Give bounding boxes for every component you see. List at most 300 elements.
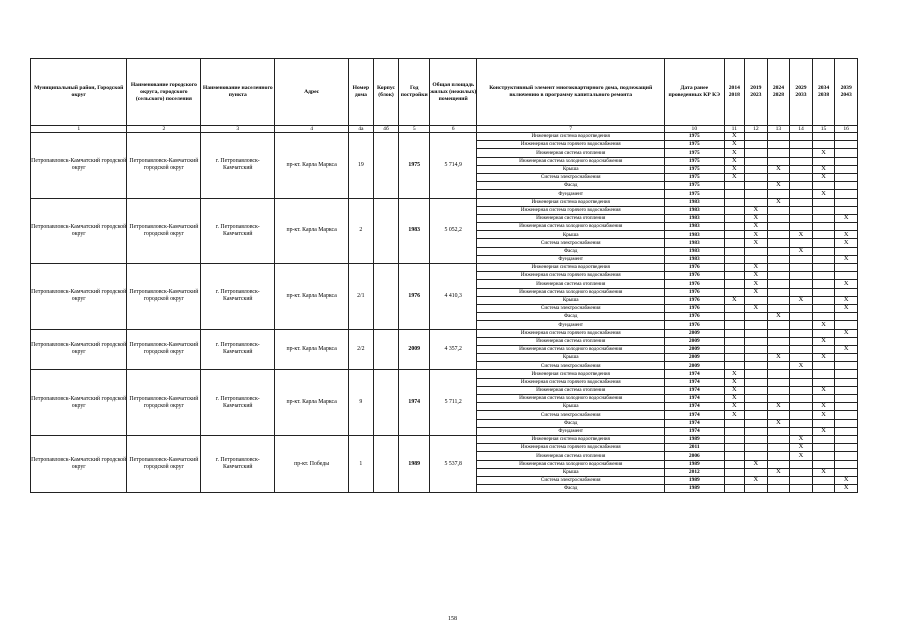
- element-cell: Инженерная система водоотведения: [477, 435, 665, 443]
- period-mark-cell: [835, 427, 858, 435]
- prev-repair-date-cell: 1974: [665, 419, 725, 427]
- period-mark-cell: X: [767, 403, 790, 411]
- period-mark-cell: [745, 165, 768, 173]
- period-mark-cell: X: [724, 411, 745, 419]
- col-number: 1: [31, 126, 127, 133]
- period-mark-cell: [835, 460, 858, 468]
- period-mark-cell: [724, 198, 745, 206]
- period-mark-cell: X: [745, 223, 768, 231]
- header-period-2024: 2024 2028: [767, 59, 790, 126]
- period-mark-cell: [745, 411, 768, 419]
- period-mark-cell: [767, 460, 790, 468]
- table-body: [31, 133, 858, 493]
- period-mark-cell: [790, 190, 813, 198]
- period-mark-cell: [790, 165, 813, 173]
- settlement-cell: Петропавловск-Камчатский городской округ: [127, 198, 201, 264]
- period-mark-cell: [812, 395, 835, 403]
- period-mark-cell: X: [812, 411, 835, 419]
- prev-repair-date-cell: 1983: [665, 255, 725, 263]
- prev-repair-date-cell: 1989: [665, 435, 725, 443]
- element-cell: Крыша: [477, 296, 665, 304]
- prev-repair-date-cell: 1974: [665, 403, 725, 411]
- prev-repair-date-cell: 1983: [665, 198, 725, 206]
- period-mark-cell: [745, 427, 768, 435]
- area-cell: 5 711,2: [430, 370, 477, 436]
- element-cell: Инженерная система отопления: [477, 337, 665, 345]
- period-mark-cell: [835, 206, 858, 214]
- col-number: 3: [201, 126, 275, 133]
- prev-repair-date-cell: 1976: [665, 304, 725, 312]
- col-number: 16: [835, 126, 858, 133]
- element-cell: Инженерная система холодного водоснабжения: [477, 345, 665, 353]
- period-mark-cell: [745, 403, 768, 411]
- period-mark-cell: [767, 452, 790, 460]
- period-mark-cell: [812, 247, 835, 255]
- house-number-cell: 9: [349, 370, 374, 436]
- prev-repair-date-cell: 1989: [665, 460, 725, 468]
- period-mark-cell: X: [745, 288, 768, 296]
- period-mark-cell: X: [835, 329, 858, 337]
- area-cell: 5 537,8: [430, 435, 477, 492]
- period-mark-cell: [767, 149, 790, 157]
- header-row: [31, 59, 858, 126]
- period-mark-cell: X: [812, 427, 835, 435]
- period-mark-cell: [790, 395, 813, 403]
- period-mark-cell: [812, 182, 835, 190]
- period-mark-cell: [835, 264, 858, 272]
- prev-repair-date-cell: 1976: [665, 280, 725, 288]
- header-address: Адрес: [275, 59, 349, 126]
- period-mark-cell: [767, 362, 790, 370]
- period-mark-cell: [835, 362, 858, 370]
- period-mark-cell: X: [790, 362, 813, 370]
- period-mark-cell: [745, 337, 768, 345]
- element-cell: Система электроснабжения: [477, 173, 665, 181]
- address-cell: пр-кт. Карла Маркса: [275, 370, 349, 436]
- period-mark-cell: X: [767, 354, 790, 362]
- period-mark-cell: [767, 395, 790, 403]
- period-mark-cell: [835, 165, 858, 173]
- period-mark-cell: [812, 452, 835, 460]
- prev-repair-date-cell: 1983: [665, 223, 725, 231]
- element-cell: Фасад: [477, 419, 665, 427]
- element-cell: Фундамент: [477, 427, 665, 435]
- period-mark-cell: [767, 206, 790, 214]
- period-mark-cell: [745, 296, 768, 304]
- period-mark-cell: [767, 133, 790, 141]
- district-cell: Петропавловск-Камчатский городской округ: [31, 329, 127, 370]
- district-cell: Петропавловск-Камчатский городской округ: [31, 198, 127, 264]
- locality-cell: г. Петропавловск-Камчатский: [201, 329, 275, 370]
- period-mark-cell: [745, 198, 768, 206]
- period-mark-cell: [745, 370, 768, 378]
- locality-cell: г. Петропавловск-Камчатский: [201, 264, 275, 330]
- period-mark-cell: [790, 173, 813, 181]
- settlement-cell: Петропавловск-Камчатский городской округ: [127, 133, 201, 199]
- period-mark-cell: X: [724, 165, 745, 173]
- period-mark-cell: X: [835, 476, 858, 484]
- period-mark-cell: X: [745, 214, 768, 222]
- period-mark-cell: [724, 223, 745, 231]
- period-mark-cell: [790, 264, 813, 272]
- element-cell: Инженерная система холодного водоснабжения: [477, 288, 665, 296]
- period-mark-cell: X: [835, 231, 858, 239]
- period-mark-cell: X: [812, 354, 835, 362]
- period-mark-cell: [724, 354, 745, 362]
- prev-repair-date-cell: 2009: [665, 354, 725, 362]
- prev-repair-date-cell: 1975: [665, 141, 725, 149]
- period-mark-cell: [812, 485, 835, 493]
- period-mark-cell: X: [724, 157, 745, 165]
- period-mark-cell: [790, 485, 813, 493]
- period-mark-cell: [724, 231, 745, 239]
- element-cell: Инженерная система холодного водоснабжения: [477, 460, 665, 468]
- period-mark-cell: [812, 419, 835, 427]
- prev-repair-date-cell: 1975: [665, 173, 725, 181]
- element-cell: Инженерная система горячего водоснабжения: [477, 272, 665, 280]
- period-mark-cell: [767, 296, 790, 304]
- area-cell: 5 714,9: [430, 133, 477, 199]
- period-mark-cell: [790, 272, 813, 280]
- period-mark-cell: [790, 141, 813, 149]
- period-mark-cell: [745, 329, 768, 337]
- period-mark-cell: [790, 329, 813, 337]
- district-cell: Петропавловск-Камчатский городской округ: [31, 133, 127, 199]
- period-mark-cell: [745, 386, 768, 394]
- period-mark-cell: [724, 288, 745, 296]
- period-mark-cell: X: [724, 133, 745, 141]
- period-mark-cell: X: [767, 198, 790, 206]
- prev-repair-date-cell: 1974: [665, 395, 725, 403]
- period-mark-cell: [745, 190, 768, 198]
- house-number-cell: 2/1: [349, 264, 374, 330]
- period-mark-cell: [812, 444, 835, 452]
- year-built-cell: 1976: [399, 264, 430, 330]
- period-mark-cell: [767, 264, 790, 272]
- prev-repair-date-cell: 2009: [665, 362, 725, 370]
- prev-repair-date-cell: 2009: [665, 337, 725, 345]
- period-mark-cell: [812, 362, 835, 370]
- period-mark-cell: [790, 321, 813, 329]
- period-mark-cell: [812, 141, 835, 149]
- period-mark-cell: X: [745, 239, 768, 247]
- period-mark-cell: X: [812, 468, 835, 476]
- period-mark-cell: [767, 190, 790, 198]
- period-mark-cell: [745, 395, 768, 403]
- period-mark-cell: [767, 444, 790, 452]
- prev-repair-date-cell: 1975: [665, 157, 725, 165]
- period-mark-cell: [767, 337, 790, 345]
- period-mark-cell: [767, 239, 790, 247]
- period-mark-cell: [790, 239, 813, 247]
- prev-repair-date-cell: 1983: [665, 231, 725, 239]
- period-mark-cell: [812, 296, 835, 304]
- period-mark-cell: [790, 337, 813, 345]
- prev-repair-date-cell: 1975: [665, 190, 725, 198]
- register-sheet: [30, 58, 858, 493]
- period-mark-cell: [724, 321, 745, 329]
- period-mark-cell: X: [835, 296, 858, 304]
- period-mark-cell: [812, 239, 835, 247]
- prev-repair-date-cell: 2009: [665, 345, 725, 353]
- header-period-2039: 2039 2043: [835, 59, 858, 126]
- period-mark-cell: X: [724, 173, 745, 181]
- period-mark-cell: [812, 288, 835, 296]
- header-locality: Наименование населенного пункта: [201, 59, 275, 126]
- col-number: 10: [665, 126, 725, 133]
- element-cell: Инженерная система холодного водоснабжения: [477, 395, 665, 403]
- period-mark-cell: [790, 255, 813, 263]
- period-mark-cell: X: [724, 149, 745, 157]
- period-mark-cell: [835, 313, 858, 321]
- period-mark-cell: [835, 444, 858, 452]
- period-mark-cell: X: [724, 378, 745, 386]
- period-mark-cell: X: [745, 304, 768, 312]
- prev-repair-date-cell: 1976: [665, 321, 725, 329]
- period-mark-cell: [767, 280, 790, 288]
- element-cell: Система электроснабжения: [477, 239, 665, 247]
- element-cell: Крыша: [477, 165, 665, 173]
- period-mark-cell: [745, 435, 768, 443]
- period-mark-cell: [767, 321, 790, 329]
- period-mark-cell: X: [790, 452, 813, 460]
- period-mark-cell: [812, 476, 835, 484]
- period-mark-cell: [790, 280, 813, 288]
- period-mark-cell: [724, 419, 745, 427]
- element-cell: Фасад: [477, 485, 665, 493]
- block-cell: [373, 329, 399, 370]
- period-mark-cell: X: [790, 247, 813, 255]
- period-mark-cell: [724, 329, 745, 337]
- period-mark-cell: [767, 272, 790, 280]
- year-built-cell: 1975: [399, 133, 430, 199]
- period-mark-cell: X: [745, 272, 768, 280]
- district-cell: Петропавловск-Камчатский городской округ: [31, 435, 127, 492]
- block-cell: [373, 198, 399, 264]
- col-number: 4б: [373, 126, 399, 133]
- period-mark-cell: [767, 345, 790, 353]
- prev-repair-date-cell: 2012: [665, 468, 725, 476]
- element-cell: Инженерная система отопления: [477, 149, 665, 157]
- period-mark-cell: [767, 370, 790, 378]
- period-mark-cell: [790, 223, 813, 231]
- period-mark-cell: X: [767, 165, 790, 173]
- address-cell: пр-кт. Карла Маркса: [275, 329, 349, 370]
- element-cell: Инженерная система отопления: [477, 280, 665, 288]
- period-mark-cell: [835, 223, 858, 231]
- period-mark-cell: [745, 362, 768, 370]
- col-number: 4а: [349, 126, 374, 133]
- period-mark-cell: [724, 239, 745, 247]
- element-cell: Инженерная система холодного водоснабжения: [477, 223, 665, 231]
- prev-repair-date-cell: 1976: [665, 272, 725, 280]
- period-mark-cell: [790, 313, 813, 321]
- period-mark-cell: [790, 403, 813, 411]
- area-cell: 4 357,2: [430, 329, 477, 370]
- period-mark-cell: [724, 255, 745, 263]
- locality-cell: г. Петропавловск-Камчатский: [201, 370, 275, 436]
- period-mark-cell: [767, 247, 790, 255]
- period-mark-cell: [724, 206, 745, 214]
- period-mark-cell: X: [790, 435, 813, 443]
- period-mark-cell: [745, 354, 768, 362]
- period-mark-cell: [835, 173, 858, 181]
- period-mark-cell: [745, 182, 768, 190]
- col-number: 12: [745, 126, 768, 133]
- year-built-cell: 1974: [399, 370, 430, 436]
- period-mark-cell: [835, 354, 858, 362]
- header-period-2034: 2034 2038: [812, 59, 835, 126]
- table-row: [31, 435, 858, 443]
- period-mark-cell: X: [835, 214, 858, 222]
- period-mark-cell: [812, 231, 835, 239]
- period-mark-cell: [790, 133, 813, 141]
- table-row: [31, 329, 858, 337]
- prev-repair-date-cell: 2009: [665, 329, 725, 337]
- period-mark-cell: [767, 485, 790, 493]
- period-mark-cell: [767, 386, 790, 394]
- period-mark-cell: [790, 386, 813, 394]
- period-mark-cell: X: [724, 395, 745, 403]
- period-mark-cell: X: [745, 264, 768, 272]
- period-mark-cell: X: [812, 386, 835, 394]
- period-mark-cell: [724, 476, 745, 484]
- period-mark-cell: [724, 247, 745, 255]
- period-mark-cell: [835, 133, 858, 141]
- prev-repair-date-cell: 1975: [665, 165, 725, 173]
- period-mark-cell: [724, 337, 745, 345]
- period-mark-cell: [745, 247, 768, 255]
- period-mark-cell: [835, 419, 858, 427]
- period-mark-cell: [724, 264, 745, 272]
- prev-repair-date-cell: 1974: [665, 427, 725, 435]
- period-mark-cell: [767, 329, 790, 337]
- element-cell: Инженерная система горячего водоснабжения: [477, 206, 665, 214]
- period-mark-cell: [745, 345, 768, 353]
- period-mark-cell: [745, 485, 768, 493]
- house-number-cell: 2/2: [349, 329, 374, 370]
- header-block: Корпус (блок): [373, 59, 399, 126]
- period-mark-cell: [745, 378, 768, 386]
- period-mark-cell: [767, 435, 790, 443]
- header-house-number: Номер дома: [349, 59, 374, 126]
- period-mark-cell: [724, 345, 745, 353]
- column-numbering-row: [31, 126, 858, 133]
- period-mark-cell: [724, 182, 745, 190]
- period-mark-cell: [790, 378, 813, 386]
- period-mark-cell: [835, 247, 858, 255]
- element-cell: Фундамент: [477, 190, 665, 198]
- element-cell: Система электроснабжения: [477, 411, 665, 419]
- element-cell: Инженерная система горячего водоснабжения: [477, 141, 665, 149]
- settlement-cell: Петропавловск-Камчатский городской округ: [127, 435, 201, 492]
- period-mark-cell: [767, 288, 790, 296]
- period-mark-cell: [812, 264, 835, 272]
- header-year-built: Год постройки: [399, 59, 430, 126]
- element-cell: Инженерная система водоотведения: [477, 370, 665, 378]
- period-mark-cell: [767, 378, 790, 386]
- element-cell: Система электроснабжения: [477, 476, 665, 484]
- period-mark-cell: [790, 354, 813, 362]
- period-mark-cell: X: [812, 149, 835, 157]
- period-mark-cell: [812, 329, 835, 337]
- period-mark-cell: [790, 206, 813, 214]
- period-mark-cell: [835, 288, 858, 296]
- period-mark-cell: [790, 460, 813, 468]
- period-mark-cell: [812, 206, 835, 214]
- area-cell: 4 410,3: [430, 264, 477, 330]
- prev-repair-date-cell: 1974: [665, 370, 725, 378]
- locality-cell: г. Петропавловск-Камчатский: [201, 133, 275, 199]
- period-mark-cell: X: [835, 239, 858, 247]
- period-mark-cell: X: [835, 280, 858, 288]
- prev-repair-date-cell: 1975: [665, 133, 725, 141]
- element-cell: Фасад: [477, 182, 665, 190]
- period-mark-cell: X: [812, 337, 835, 345]
- element-cell: Крыша: [477, 354, 665, 362]
- prev-repair-date-cell: 1989: [665, 476, 725, 484]
- period-mark-cell: X: [745, 231, 768, 239]
- period-mark-cell: [835, 198, 858, 206]
- period-mark-cell: [812, 133, 835, 141]
- period-mark-cell: [812, 214, 835, 222]
- period-mark-cell: [745, 141, 768, 149]
- period-mark-cell: [812, 198, 835, 206]
- period-mark-cell: [790, 427, 813, 435]
- period-mark-cell: X: [835, 304, 858, 312]
- element-cell: Фасад: [477, 247, 665, 255]
- prev-repair-date-cell: 1976: [665, 264, 725, 272]
- house-number-cell: 19: [349, 133, 374, 199]
- element-cell: Система электроснабжения: [477, 362, 665, 370]
- house-number-cell: 2: [349, 198, 374, 264]
- period-mark-cell: [724, 444, 745, 452]
- period-mark-cell: X: [767, 313, 790, 321]
- period-mark-cell: [767, 476, 790, 484]
- period-mark-cell: [724, 485, 745, 493]
- table-row: [31, 370, 858, 378]
- period-mark-cell: X: [724, 370, 745, 378]
- col-number: 11: [724, 126, 745, 133]
- year-built-cell: 1983: [399, 198, 430, 264]
- table-row: [31, 198, 858, 206]
- settlement-cell: Петропавловск-Камчатский городской округ: [127, 264, 201, 330]
- element-cell: Фундамент: [477, 255, 665, 263]
- period-mark-cell: [745, 321, 768, 329]
- period-mark-cell: [835, 435, 858, 443]
- period-mark-cell: [724, 280, 745, 288]
- period-mark-cell: [790, 288, 813, 296]
- period-mark-cell: [724, 435, 745, 443]
- period-mark-cell: [745, 173, 768, 181]
- period-mark-cell: [767, 223, 790, 231]
- area-cell: 5 052,2: [430, 198, 477, 264]
- header-prev-repair-date: Дата ранее проведенных КР КЭ: [665, 59, 725, 126]
- period-mark-cell: [812, 435, 835, 443]
- period-mark-cell: [724, 272, 745, 280]
- period-mark-cell: X: [812, 190, 835, 198]
- address-cell: пр-кт. Карла Маркса: [275, 198, 349, 264]
- period-mark-cell: [812, 378, 835, 386]
- period-mark-cell: [812, 370, 835, 378]
- period-mark-cell: [812, 460, 835, 468]
- col-number: 15: [812, 126, 835, 133]
- prev-repair-date-cell: 2011: [665, 444, 725, 452]
- header-period-2029: 2029 2033: [790, 59, 813, 126]
- period-mark-cell: [790, 198, 813, 206]
- period-mark-cell: X: [812, 321, 835, 329]
- period-mark-cell: [835, 337, 858, 345]
